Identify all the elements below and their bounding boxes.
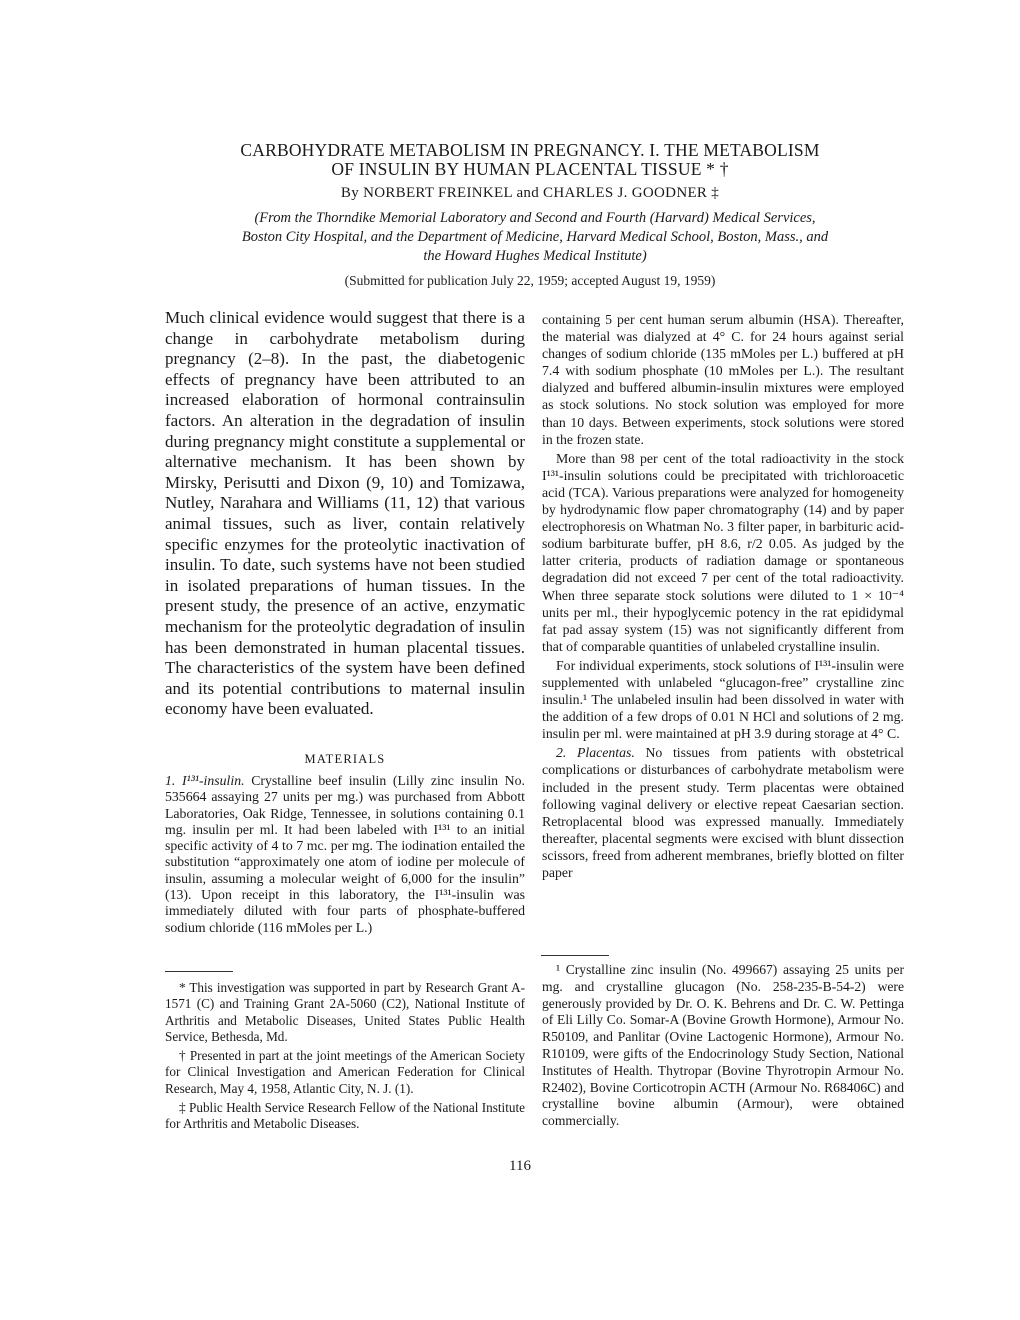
- footnote-divider-left: [165, 971, 233, 972]
- materials-item-1: [165, 773, 525, 936]
- footnote-divider-right: [541, 955, 609, 956]
- article-title: [150, 141, 910, 179]
- right-column: [542, 311, 904, 881]
- right-paragraph-4: [542, 744, 904, 881]
- right-paragraph-1: containing 5 per cent human serum albumin (HSA). Thereafter, the material was dialyzed at 4° C. for 24 hours against serial changes of sodium chloride (135 mMoles per L.) buffered at pH 7.4 with sodium phosphate (10 mMoles per L.). The resultant dialyzed and buffered albumin-insulin mixtures were employed as stock solutions. No stock solution was employed for more than 10 days. Between experiments, stock solutions were stored in the frozen state.: [542, 312, 904, 447]
- right-paragraph-2: More than 98 per cent of the total radioactivity in the stock I¹³¹-insulin solutions could be precipitated with trichloroacetic acid (TCA). Various preparations were analyzed for homogeneity by hydrodynamic flow paper chromatography (14) and by paper electrophoresis on Whatman No. 3 filter paper, in barbituric acid-sodium barbiturate buffer, pH 8.6, r/2 0.05. As judged by the latter criteria, products of radiation damage or spontaneous degradation did not exceed 7 per cent of the total radioactivity. When three separate stock solutions were diluted to 1 × 10⁻⁴ units per ml., their hypoglycemic potency in the rat epididymal fat pad assay system (15) was not significantly different from that of comparable quantities of unlabeled crystalline insulin.: [542, 450, 904, 654]
- author-line: By NORBERT FREINKEL and CHARLES J. GOODNER ‡: [340, 185, 720, 201]
- footnote-insulin-sources: ¹ Crystalline zinc insulin (No. 499667) assaying 25 units per mg. and crystalline glucagon (No. 258-235-B-54-2) were generously provided by Dr. O. K. Behrens and Dr. C. W. Pettinga of Eli Lilly Co. Somar-A (Bovine Growth Hormone), Armour No. R50109, and Panlitar (Ovine Lactogenic Hormone), Armour No. R10109, were gifts of the Endocrinology Study Section, National Institutes of Health. Thytropar (Bovine Thyrotropin Armour No. R2402), Bovine Corticotropin ACTH (Armour No. R68406C) and crystalline bovine albumin (Armour), were obtained commercially.: [542, 962, 904, 1129]
- footnote-support: * This investigation was supported in part by Research Grant A-1571 (C) and Training Grant 2A-5060 (C2), National Institute of Arthritis and Metabolic Diseases, United States Public Health Service, Bethesda, Md.: [165, 980, 525, 1044]
- materials-item-1-text: Crystalline beef insulin (Lilly zinc insulin No. 535664 assaying 27 units per mg.) was purchased from Abbott Laboratories, Oak Ridge, Tennessee, in solutions containing 0.1 mg. insulin per ml. It had been labeled with I¹³¹ to an initial specific activity of 4 to 7 mc. per mg. The iodination entailed the substitution “approximately one atom of iodine per molecule of insulin, assuming a molecular weight of 6,000 for the insulin” (13). Upon receipt in this laboratory, the I¹³¹-insulin was immediately diluted with four parts of phosphate-buffered sodium chloride (116 mMoles per L.): [165, 773, 525, 935]
- footnote-fellow: ‡ Public Health Service Research Fellow of the National Institute for Arthritis and Metabolic Diseases.: [165, 1100, 525, 1132]
- footnote-presented: † Presented in part at the joint meetings of the American Society for Clinical Investigation and American Federation for Clinical Research, May 4, 1958, Atlantic City, N. J. (1).: [165, 1048, 525, 1096]
- title-line-1: CARBOHYDRATE METABOLISM IN PREGNANCY. I. THE METABOLISM: [240, 140, 820, 160]
- right-paragraph-3: For individual experiments, stock solutions of I¹³¹-insulin were supplemented with unlabeled “glucagon-free” crystalline zinc insulin.¹ The unlabeled insulin had been dissolved in water with the addition of a few drops of 0.01 N HCl and solutions of 2 mg. insulin per ml. were maintained at pH 3.9 during storage at 4° C.: [542, 657, 904, 742]
- page-number: 116: [509, 1158, 531, 1174]
- footnotes-right: [542, 962, 904, 1130]
- submission-dates: (Submitted for publication July 22, 1959; accepted August 19, 1959): [344, 273, 716, 288]
- materials-heading: MATERIALS: [304, 752, 386, 766]
- footnotes-left: [165, 980, 525, 1136]
- intro-text: Much clinical evidence would suggest that there is a change in carbohydrate metabolism during pregnancy (2–8). In the past, the diabetogenic effects of pregnancy have been attributed to an increased elaboration of hormonal contrainsulin factors. An alteration in the degradation of insulin during pregnancy might constitute a supplemental or alternative mechanism. It has been shown by Mirsky, Perisutti and Dixon (9, 10) and Tomizawa, Nutley, Narahara and Williams (11, 12) that various animal tissues, such as liver, contain relatively specific enzymes for the proteolytic inactivation of insulin. To date, such systems have not been studied in isolated preparations of human tissues. In the present study, the presence of an active, enzymatic mechanism for the proteolytic degradation of insulin has been demonstrated in human placental tissues. The characteristics of the system have been defined and its potential contributions to maternal insulin economy have been evaluated.: [165, 308, 525, 719]
- affiliation: (From the Thorndike Memorial Laboratory and Second and Fourth (Harvard) Medical Services, Boston City Hospital, and the Department of Medicine, Harvard Medical School, Boston, Mass., and the Howard Hughes Medical Institute): [241, 210, 829, 264]
- materials-item-1-label: 1. I¹³¹-insulin.: [165, 773, 245, 788]
- placentas-text: No tissues from patients with obstetrical complications or disturbances of carbohydrate metabolism were included in the present study. Term placentas were obtained following vaginal delivery or elective repeat Caesarian section. Retroplacental blood was expressed manually. Immediately thereafter, placental segments were excised with blunt dissection scissors, freed from adherent membranes, briefly blotted on filter paper: [542, 745, 904, 880]
- materials-section: [165, 773, 525, 936]
- title-line-2: OF INSULIN BY HUMAN PLACENTAL TISSUE * †: [331, 159, 729, 179]
- intro-paragraph: [165, 308, 525, 720]
- placentas-label: 2. Placentas.: [556, 745, 635, 761]
